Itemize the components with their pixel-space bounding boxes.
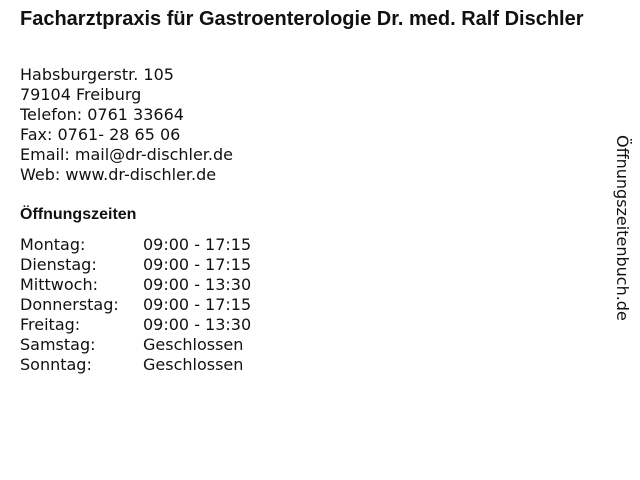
email-address: Email: mail@dr-dischler.de	[20, 145, 233, 164]
opening-hours-table	[20, 235, 251, 375]
time-value: 09:00 - 17:15	[143, 235, 252, 254]
hours-row-thursday	[20, 295, 251, 315]
time-value: Geschlossen	[143, 335, 244, 354]
hours-row-friday	[20, 315, 251, 335]
day-label: Dienstag:	[20, 255, 97, 274]
hours-row-monday	[20, 235, 251, 255]
practice-name: Facharztpraxis für Gastroenterologie Dr. med. Ralf Dischler	[20, 8, 584, 30]
time-value: Geschlossen	[143, 355, 244, 374]
opening-hours-heading: Öffnungszeiten	[20, 206, 137, 223]
day-label: Freitag:	[20, 315, 81, 334]
brand-watermark: Öffnungszeitenbuch.de	[613, 135, 632, 321]
hours-row-saturday	[20, 335, 251, 355]
hours-row-wednesday	[20, 275, 251, 295]
time-value: 09:00 - 17:15	[143, 255, 252, 274]
website: Web: www.dr-dischler.de	[20, 165, 217, 184]
day-label: Mittwoch:	[20, 275, 98, 294]
time-value: 09:00 - 17:15	[143, 295, 252, 314]
day-label: Sonntag:	[20, 355, 92, 374]
city-postcode: 79104 Freiburg	[20, 85, 142, 104]
contact-block	[20, 65, 233, 185]
street-address: Habsburgerstr. 105	[20, 65, 174, 84]
phone-number: Telefon: 0761 33664	[20, 105, 184, 124]
time-value: 09:00 - 13:30	[143, 315, 252, 334]
time-value: 09:00 - 13:30	[143, 275, 252, 294]
day-label: Donnerstag:	[20, 295, 119, 314]
fax-number: Fax: 0761- 28 65 06	[20, 125, 181, 144]
hours-row-tuesday	[20, 255, 251, 275]
day-label: Samstag:	[20, 335, 96, 354]
day-label: Montag:	[20, 235, 86, 254]
hours-row-sunday	[20, 355, 251, 375]
